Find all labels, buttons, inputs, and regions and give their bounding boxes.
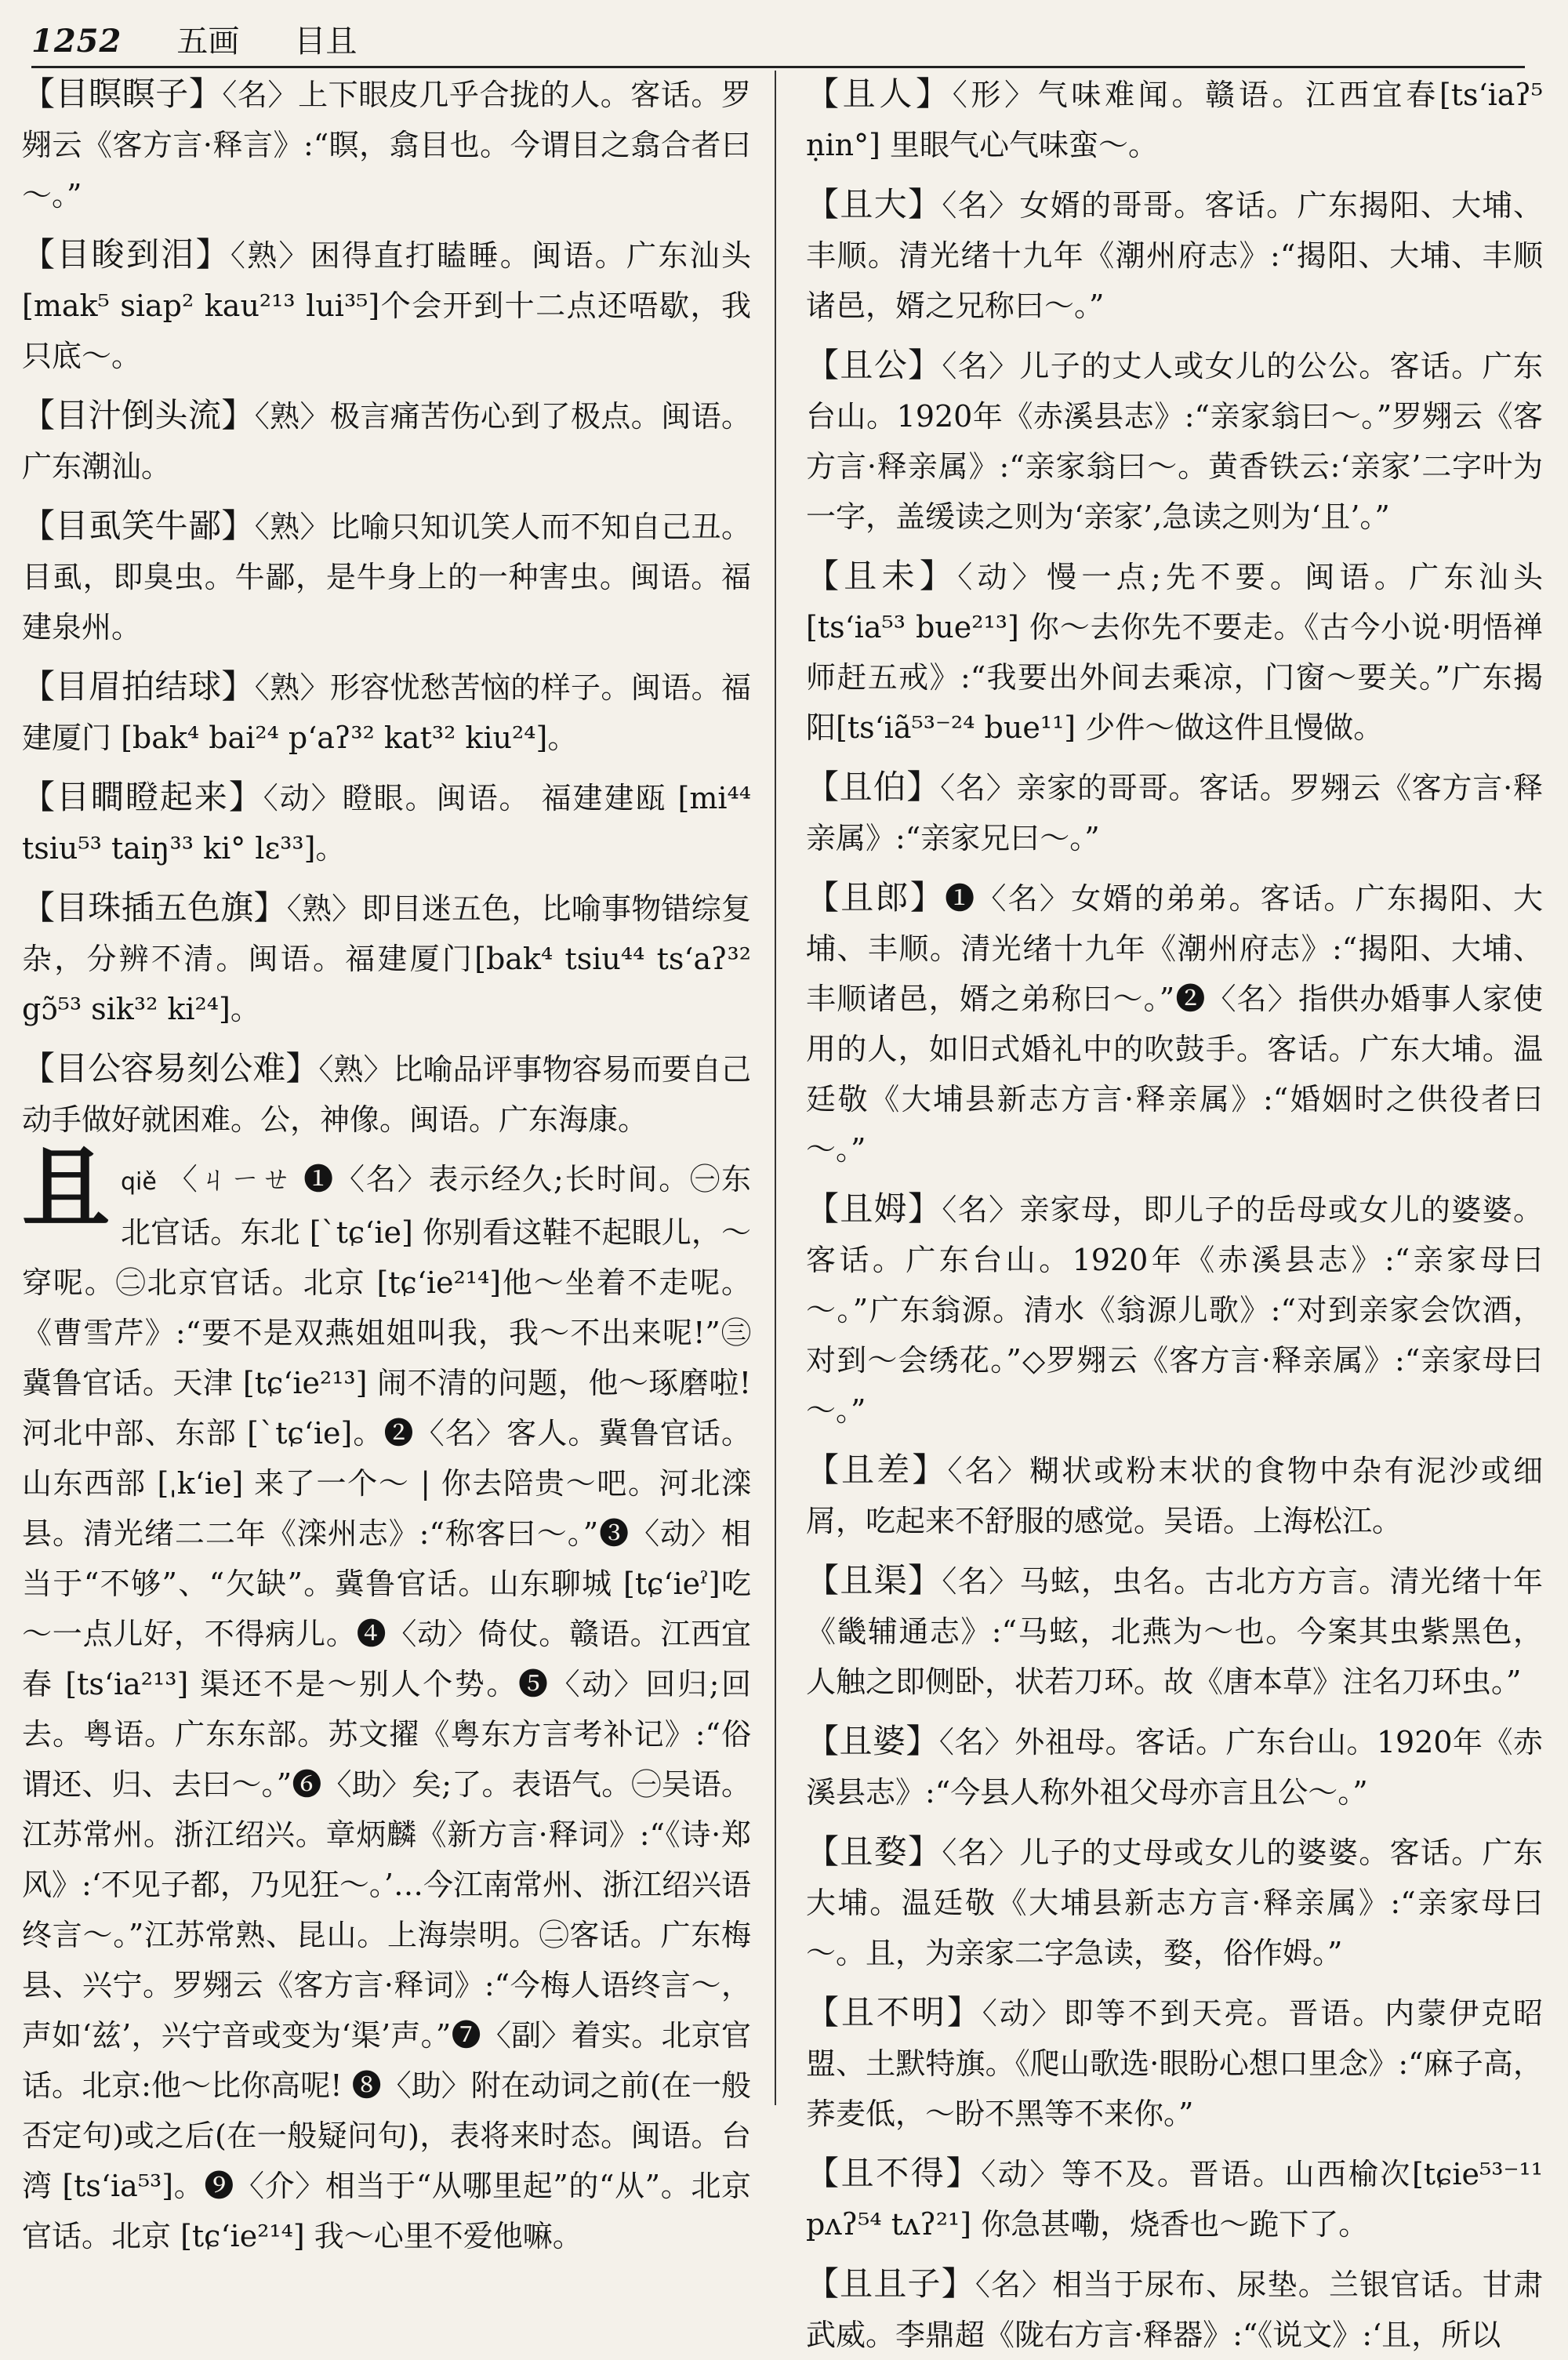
dictionary-entry [806, 69, 1543, 170]
dictionary-entry [806, 1184, 1543, 1436]
entry-definition: 〈名〉糊状或粉末状的食物中杂有泥沙或细屑，吃起来不舒服的感觉。吴语。上海松江。 [806, 1454, 1543, 1538]
dictionary-entry [806, 762, 1543, 863]
entry-headword: 【且差】 [806, 1450, 948, 1489]
entry-headword: 【目公容易刻公难】 [22, 1049, 319, 1087]
entry-definition: 〈形〉气味难闻。赣语。江西宜春[ts‘iaʔ⁵ ṇin°] 里眼气心气味蛮～。 [806, 78, 1543, 162]
main-headword-entry [22, 1137, 751, 2261]
entry-definition: 〈名〉儿子的丈母或女儿的婆婆。客话。广东大埔。温廷敬《大埔县新志方言·释亲属》:“亲家母曰～。且，为亲家二字急读，婺，俗作姆。” [806, 1835, 1543, 1970]
dictionary-entry [22, 1044, 751, 1145]
entry-headword: 【目汁倒头流】 [22, 396, 255, 434]
main-headword-pinyin: qiě [121, 1168, 157, 1196]
entry-headword: 【且渠】 [806, 1561, 942, 1599]
entry-definition: 〈动〉瞪眼。闽语。 福建建瓯 [mi⁴⁴ tsiu⁵³ taiŋ³³ ki° lɛ³³]。 [22, 781, 751, 866]
entry-definition: 〈动〉等不及。晋语。山西榆次[tɕie⁵³⁻¹¹ pʌʔ⁵⁴ tʌʔ²¹] 你急甚嘞，烧香也～跪下了。 [806, 2157, 1543, 2242]
dictionary-entry [22, 230, 751, 381]
entry-definition: 〈名〉相当于尿布、尿垫。兰银官话。甘肃武威。李鼎超《陇右方言·释器》:“《说文》:‘且，所以 [806, 2267, 1543, 2352]
main-headword-char: 且 [22, 1137, 110, 1240]
column-divider [775, 71, 776, 2105]
main-headword-definition: ❶〈名〉表示经久;长时间。㊀东北官话。东北 [ˋtɕ‘ie] 你别看这鞋不起眼儿，～穿呢。㊁北京官话。北京 [tɕ‘ie²¹⁴]他～坐着不走呢。《曹雪芹》:“要不是双燕姐姐叫我，我～不出来呢!”㊂冀鲁官话。天津 [tɕ‘ie²¹³] 闹不清的问题，他～琢磨啦! 河北中部、东部 [ˋtɕ‘ie]。❷〈名〉客人。冀鲁官话。山东西部 [ˌk‘ie] 来了一个～ | 你去陪贵～吧。河北滦县。清光绪二二年《滦州志》:“称客曰～。”❸〈动〉相当于“不够”、“欠缺”。冀鲁官话。山东聊城 [tɕ‘ieˀ]吃～一点儿好，不得病儿。❹〈动〉倚仗。赣语。江西宜春 [ts‘ia²¹³] 渠还不是～别人个势。❺〈动〉回归;回去。粤语。广东东部。苏文擢《粤东方言考补记》:“俗谓还、归、去曰～。”❻〈助〉矣;了。表语气。㊀吴语。江苏常州。浙江绍兴。章炳麟《新方言·释词》:“《诗·郑风》:‘不见子都，乃见狂～。’…今江南常州、浙江绍兴语终言～。”江苏常熟、昆山。上海崇明。㊁客话。广东梅县、兴宁。罗翙云《客方言·释词》:“今梅人语终言～，声如‘兹’，兴宁音或变为‘渠’声。”❼〈副〉着实。北京官话。北京:他～比你高呢! ❽〈助〉附在动词之前(在一般否定句)或之后(在一般疑问句)，表将来时态。闽语。台湾 [ts‘ia⁵³]。❾〈介〉相当于“从哪里起”的“从”。北京官话。北京 [tɕ‘ie²¹⁴] 我～心里不爱他嘛。 [22, 1162, 751, 2253]
entry-headword: 【目睃到泪】 [22, 235, 230, 274]
right-column [806, 69, 1543, 2352]
entry-headword: 【且伯】 [806, 768, 941, 806]
entry-definition: 〈熟〉即目迷五色，比喻事物错综复杂，分辨不清。闽语。福建厦门[bak⁴ tsiu⁴⁴ ts‘aʔ³² gɔ̃⁵³ sik³² ki²⁴]。 [22, 891, 751, 1026]
entry-definition: 〈名〉上下眼皮几乎合拢的人。客话。罗翙云《客方言·释言》:“瞑，翕目也。今谓目之翕合者曰～。” [22, 78, 751, 212]
entry-definition: 〈名〉亲家母，即儿子的岳母或女儿的婆婆。客话。广东台山。1920年《赤溪县志》:“亲家母曰～。”广东翁源。清水《翁源儿歌》:“对到亲家会饮酒，对到～会绣花。”◇罗翙云《客方言·释亲属》:“亲家母曰～。” [806, 1193, 1543, 1428]
dictionary-entry [806, 1716, 1543, 1817]
entry-definition: 〈名〉亲家的哥哥。客话。罗翙云《客方言·释亲属》:“亲家兄曰～。” [806, 771, 1543, 855]
entry-headword: 【且不得】 [806, 2154, 982, 2192]
entry-headword: 【且不明】 [806, 1993, 982, 2031]
entry-definition: 〈动〉慢一点;先不要。闽语。广东汕头 [ts‘ia⁵³ bue²¹³] 你～去你先不要走。《古今小说·明悟禅师赶五戒》:“我要出外间去乘凉，门窗～要关。”广东揭阳[ts‘iã⁵³⁻²⁴ bue¹¹] 少件～做这件且慢做。 [806, 560, 1543, 745]
dictionary-entry [806, 340, 1543, 542]
dictionary-entry [22, 501, 751, 652]
dictionary-entry [22, 390, 751, 492]
dictionary-entry [22, 772, 751, 873]
entry-definition: 〈名〉马蚿，虫名。古北方方言。清光绪十年《畿辅通志》:“马蚿，北燕为～也。今案其虫紫黑色，人触之即侧卧，状若刀环。故《唐本草》注名刀环虫。” [806, 1564, 1543, 1699]
page-header [31, 17, 1525, 68]
main-headword-zhuyin: 〈ㄐㄧㄝ [167, 1162, 293, 1196]
dictionary-entry [806, 551, 1543, 753]
entry-definition: 〈熟〉比喻只知讥笑人而不知自己丑。目虱，即臭虫。牛鄙，是牛身上的一种害虫。闽语。福建泉州。 [22, 510, 751, 644]
page-number: 1252 [31, 23, 122, 60]
dictionary-entry [806, 1556, 1543, 1707]
entry-definition: ❶〈名〉女婿的弟弟。客话。广东揭阳、大埔、丰顺。清光绪十九年《潮州府志》:“揭阳、大埔、丰顺诸邑，婿之弟称曰～。”❷〈名〉指供办婚事人家使用的人，如旧式婚礼中的吹鼓手。客话。广东大埔。温廷敬《大埔县新志方言·释亲属》:“婚姻时之供役者曰～。” [806, 881, 1543, 1167]
entry-headword: 【且婺】 [806, 1832, 942, 1871]
entry-headword: 【且人】 [806, 74, 953, 113]
entry-definition: 〈熟〉极言痛苦伤心到了极点。闽语。广东潮汕。 [22, 399, 751, 484]
dictionary-entry [806, 873, 1543, 1175]
entry-headword: 【目瞷瞪起来】 [22, 778, 263, 816]
entry-definition: 〈名〉外祖母。客话。广东台山。1920年《赤溪县志》:“今县人称外祖父母亦言且公～。” [806, 1725, 1543, 1810]
dictionary-entry [22, 69, 751, 220]
entry-definition: 〈名〉儿子的丈人或女儿的公公。客话。广东台山。1920年《赤溪县志》:“亲家翁曰～。”罗翙云《客方言·释亲属》:“亲家翁曰～。黄香铁云:‘亲家’二字叶为一字，盖缓读之则为‘亲家’,急读之则为‘且’。” [806, 349, 1543, 534]
entry-headword: 【且公】 [806, 346, 942, 384]
entry-headword: 【且姆】 [806, 1189, 942, 1228]
entry-definition: 〈名〉女婿的哥哥。客话。广东揭阳、大埔、丰顺。清光绪十九年《潮州府志》:“揭阳、大埔、丰顺诸邑，婿之兄称曰～。” [806, 188, 1543, 323]
dictionary-entry [806, 1445, 1543, 1546]
entry-headword: 【目瞑瞑子】 [22, 74, 223, 113]
dictionary-entry [22, 662, 751, 763]
entry-definition: 〈熟〉比喻品评事物容易而要自己动手做好就困难。公，神像。闽语。广东海康。 [22, 1052, 751, 1137]
dictionary-entry [806, 2259, 1543, 2360]
entry-headword: 【且婆】 [806, 1722, 939, 1760]
entry-headword: 【目珠插五色旗】 [22, 888, 287, 927]
entry-definition: 〈熟〉形容忧愁苦恼的样子。闽语。福建厦门 [bak⁴ bai²⁴ p‘aʔ³² kat³² kiu²⁴]。 [22, 670, 751, 755]
dictionary-entry [806, 1827, 1543, 1978]
dictionary-entry [22, 883, 751, 1034]
entry-headword: 【且大】 [806, 185, 942, 223]
header-range: 目且 [294, 24, 358, 60]
entry-headword: 【且且子】 [806, 2264, 975, 2303]
dictionary-entry [806, 180, 1543, 331]
entry-headword: 【且未】 [806, 557, 958, 595]
entry-headword: 【目眉拍结球】 [22, 667, 255, 706]
header-section: 五画 [176, 24, 240, 60]
entry-headword: 【目虱笑牛鄙】 [22, 506, 255, 545]
left-column [22, 69, 751, 2253]
entry-definition: 〈动〉即等不到天亮。晋语。内蒙伊克昭盟、土默特旗。《爬山歌选·眼盼心想口里念》:“麻子高，荞麦低，～盼不黑等不来你。” [806, 1996, 1543, 2131]
entry-definition: 〈熟〉困得直打瞌睡。闽语。广东汕头[mak⁵ siap² kau²¹³ lui³⁵]个会开到十二点还唔歇，我只底～。 [22, 238, 751, 373]
dictionary-entry [806, 2148, 1543, 2249]
dictionary-entry [806, 1988, 1543, 2139]
entry-headword: 【且郎】 [806, 878, 946, 917]
